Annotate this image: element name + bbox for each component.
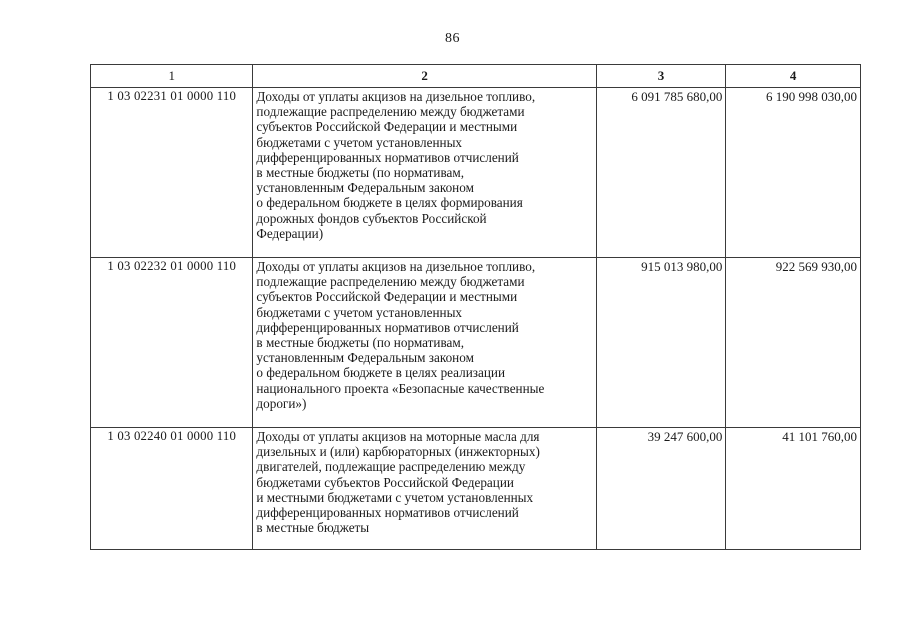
description-line: установленным Федеральным законом — [256, 350, 474, 366]
description-line: двигателей, подлежащие распределению между — [256, 459, 526, 475]
description-line: о федеральном бюджете в целях реализации — [256, 365, 506, 381]
description-line: бюджетами субъектов Российской Федерации — [256, 474, 514, 490]
revenue-description — [253, 428, 596, 550]
amount-col4: 41 101 760,00 — [726, 428, 861, 550]
description-line: о федеральном бюджете в целях формирования — [256, 195, 523, 211]
description-line: в местные бюджеты (по нормативам, — [256, 335, 464, 351]
column-header-1: 1 — [91, 65, 253, 88]
revenue-code: 1 03 02240 01 0000 110 — [91, 428, 253, 550]
description-line: в местные бюджеты (по нормативам, — [256, 165, 464, 181]
description-line: бюджетами с учетом установленных — [256, 304, 463, 320]
description-line: бюджетами с учетом установленных — [256, 134, 463, 150]
amount-col3: 6 091 785 680,00 — [596, 88, 726, 258]
description-line: субъектов Российской Федерации и местными — [256, 119, 518, 135]
revenue-description — [253, 258, 596, 428]
description-line: дифференцированных нормативов отчислений — [256, 505, 519, 521]
description-line: дифференцированных нормативов отчислений — [256, 319, 519, 335]
column-header-2: 2 — [253, 65, 596, 88]
amount-col3: 915 013 980,00 — [596, 258, 726, 428]
page-number: 86 — [445, 31, 460, 46]
revenue-code: 1 03 02232 01 0000 110 — [91, 258, 253, 428]
revenue-table — [90, 64, 861, 550]
column-header-3: 3 — [596, 65, 726, 88]
description-line: Доходы от уплаты акцизов на моторные масла для — [256, 429, 540, 444]
amount-col4: 6 190 998 030,00 — [726, 88, 861, 258]
description-line: в местные бюджеты — [256, 520, 370, 536]
table-row — [91, 88, 861, 258]
description-line: Доходы от уплаты акцизов на дизельное топливо, — [256, 259, 536, 274]
description-line: установленным Федеральным законом — [256, 180, 474, 196]
description-line: подлежащие распределению между бюджетами — [256, 274, 525, 290]
description-line: национального проекта «Безопасные качественные — [256, 380, 545, 396]
description-line: дороги») — [256, 395, 307, 411]
description-line: дорожных фондов субъектов Российской — [256, 210, 487, 226]
amount-col4: 922 569 930,00 — [726, 258, 861, 428]
revenue-description — [253, 88, 596, 258]
amount-col3: 39 247 600,00 — [596, 428, 726, 550]
description-line: дифференцированных нормативов отчислений — [256, 149, 519, 165]
description-line: дизельных и (или) карбюраторных (инжекторных) — [256, 444, 540, 460]
description-line: Доходы от уплаты акцизов на дизельное топливо, — [256, 89, 536, 104]
description-line: подлежащие распределению между бюджетами — [256, 104, 525, 120]
table-row — [91, 428, 861, 550]
table-header-row — [91, 65, 861, 88]
description-line: Федерации) — [256, 225, 324, 241]
description-line: и местными бюджетами с учетом установленных — [256, 489, 534, 505]
column-header-4: 4 — [726, 65, 861, 88]
table-row — [91, 258, 861, 428]
description-line: субъектов Российской Федерации и местными — [256, 289, 518, 305]
revenue-code: 1 03 02231 01 0000 110 — [91, 88, 253, 258]
